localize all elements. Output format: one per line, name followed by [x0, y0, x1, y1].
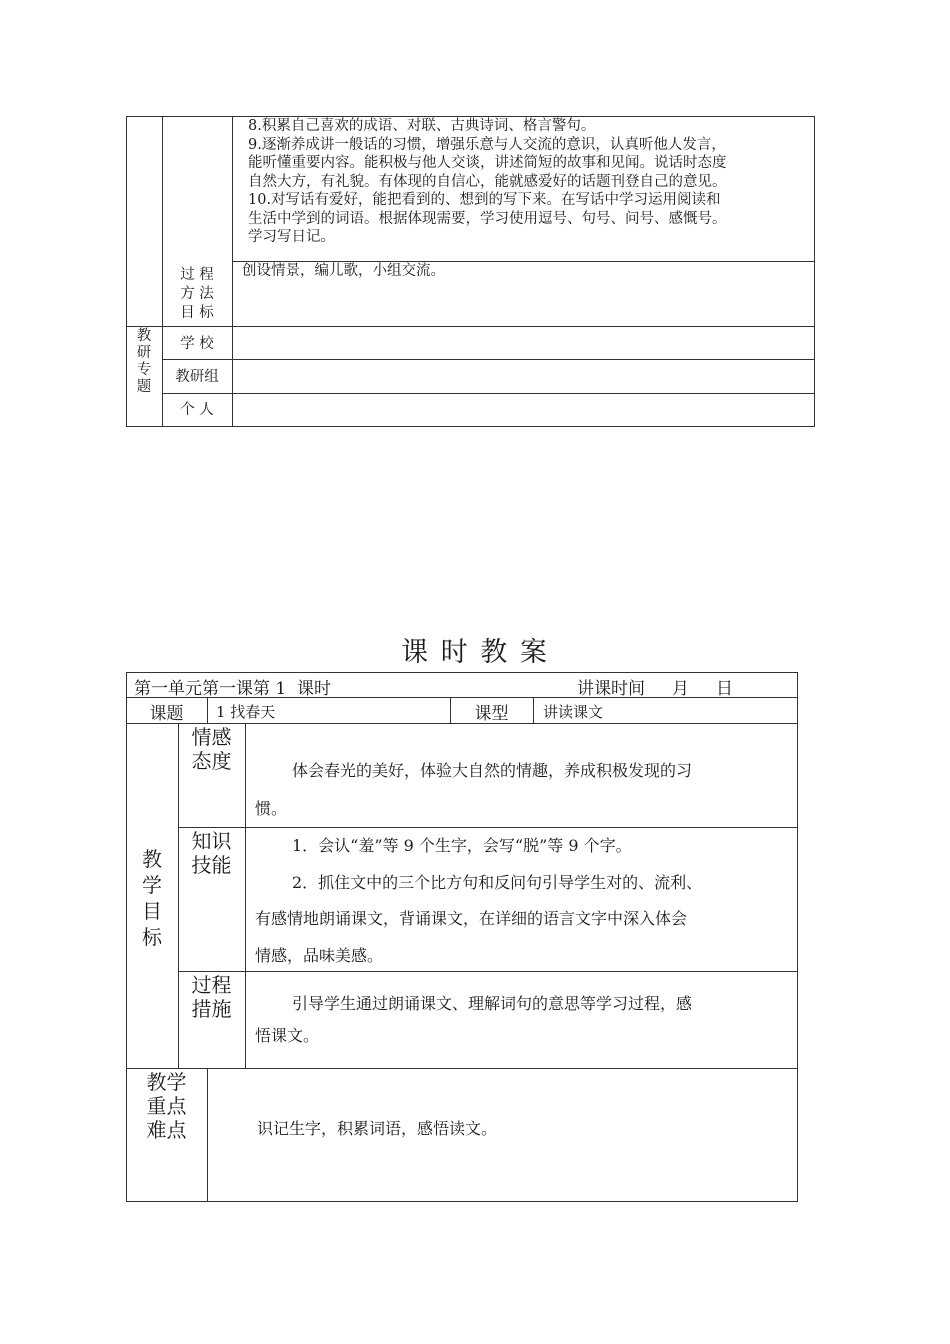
goals-text-block — [248, 117, 812, 247]
type-value: 讲读课文 — [543, 703, 604, 721]
goal-line-10a: 10.对写话有爱好，能把看到的、想到的写下来。在写话中学习运用阅读和 — [248, 192, 721, 208]
goal-line-10c: 学习写日记。 — [248, 229, 335, 245]
goal-line-8: 8.积累自己喜欢的成语、对联、古典诗词、格言警句。 — [248, 118, 596, 134]
row-label-school: 学 校 — [180, 336, 214, 352]
type-label: 课型 — [474, 704, 509, 724]
row-label-research-group: 教研组 — [175, 369, 219, 385]
goal-line-9c: 自然大方，有礼貌。有体现的自信心，能就感爱好的话题刊登自己的意见。 — [248, 173, 727, 190]
knowledge-skill-text: 1．会认“羞”等 9 个生字，会写“脱”等 9 个字。 2．抓住文中的三个比方句和反问句引导学生对的、流利、 有感情地朗诵课文，背诵课文，在详细的语言文字中深入体会 情感，品味美感。 — [255, 836, 703, 965]
research-topic-label: 教 研 专 题 — [136, 328, 152, 395]
process-method-text: 创设情景，编儿歌，小组交流。 — [242, 263, 445, 279]
goal-line-10b: 生活中学到的词语。根据体现需要，学习使用逗号、句号、问号、感慨号。 — [248, 210, 727, 227]
emotion-attitude-text: 体会春光的美好，体验大自然的情趣，养成积极发现的习 惯。 — [255, 761, 693, 818]
process-measures-text: 引导学生通过朗诵课文、理解词句的意思等学习过程，感 悟课文。 — [255, 994, 693, 1045]
process-measures-label: 过程 措施 — [191, 973, 232, 1021]
emotion-attitude-label: 情感 态度 — [191, 725, 232, 773]
process-method-goal-label: 过 程 方 法 目 标 — [180, 267, 214, 321]
key-difficult-points-text: 识记生字，积累词语，感悟读文。 — [257, 1119, 498, 1138]
goal-line-9b: 能听懂重要内容。能积极与他人交谈，讲述简短的故事和见闻。说话时态度 — [248, 155, 727, 171]
knowledge-skill-label: 知识 技能 — [191, 829, 232, 877]
topic-label: 课题 — [149, 704, 184, 724]
page-title: 课 时 教 案 — [401, 637, 549, 668]
key-difficult-points-label: 教学 重点 难点 — [146, 1070, 187, 1142]
row-label-personal: 个 人 — [180, 402, 214, 418]
topic-value: 1 找春天 — [216, 703, 276, 721]
teaching-goals-label: 教 学 目 标 — [142, 847, 162, 949]
lesson-header-unit: 第一单元第一课第 1 课时 — [134, 679, 332, 699]
lesson-header-time: 讲课时间 月 日 — [577, 679, 734, 699]
goal-line-9a: 9.逐渐养成讲一般话的习惯，增强乐意与人交流的意识，认真听他人发言， — [248, 136, 726, 153]
